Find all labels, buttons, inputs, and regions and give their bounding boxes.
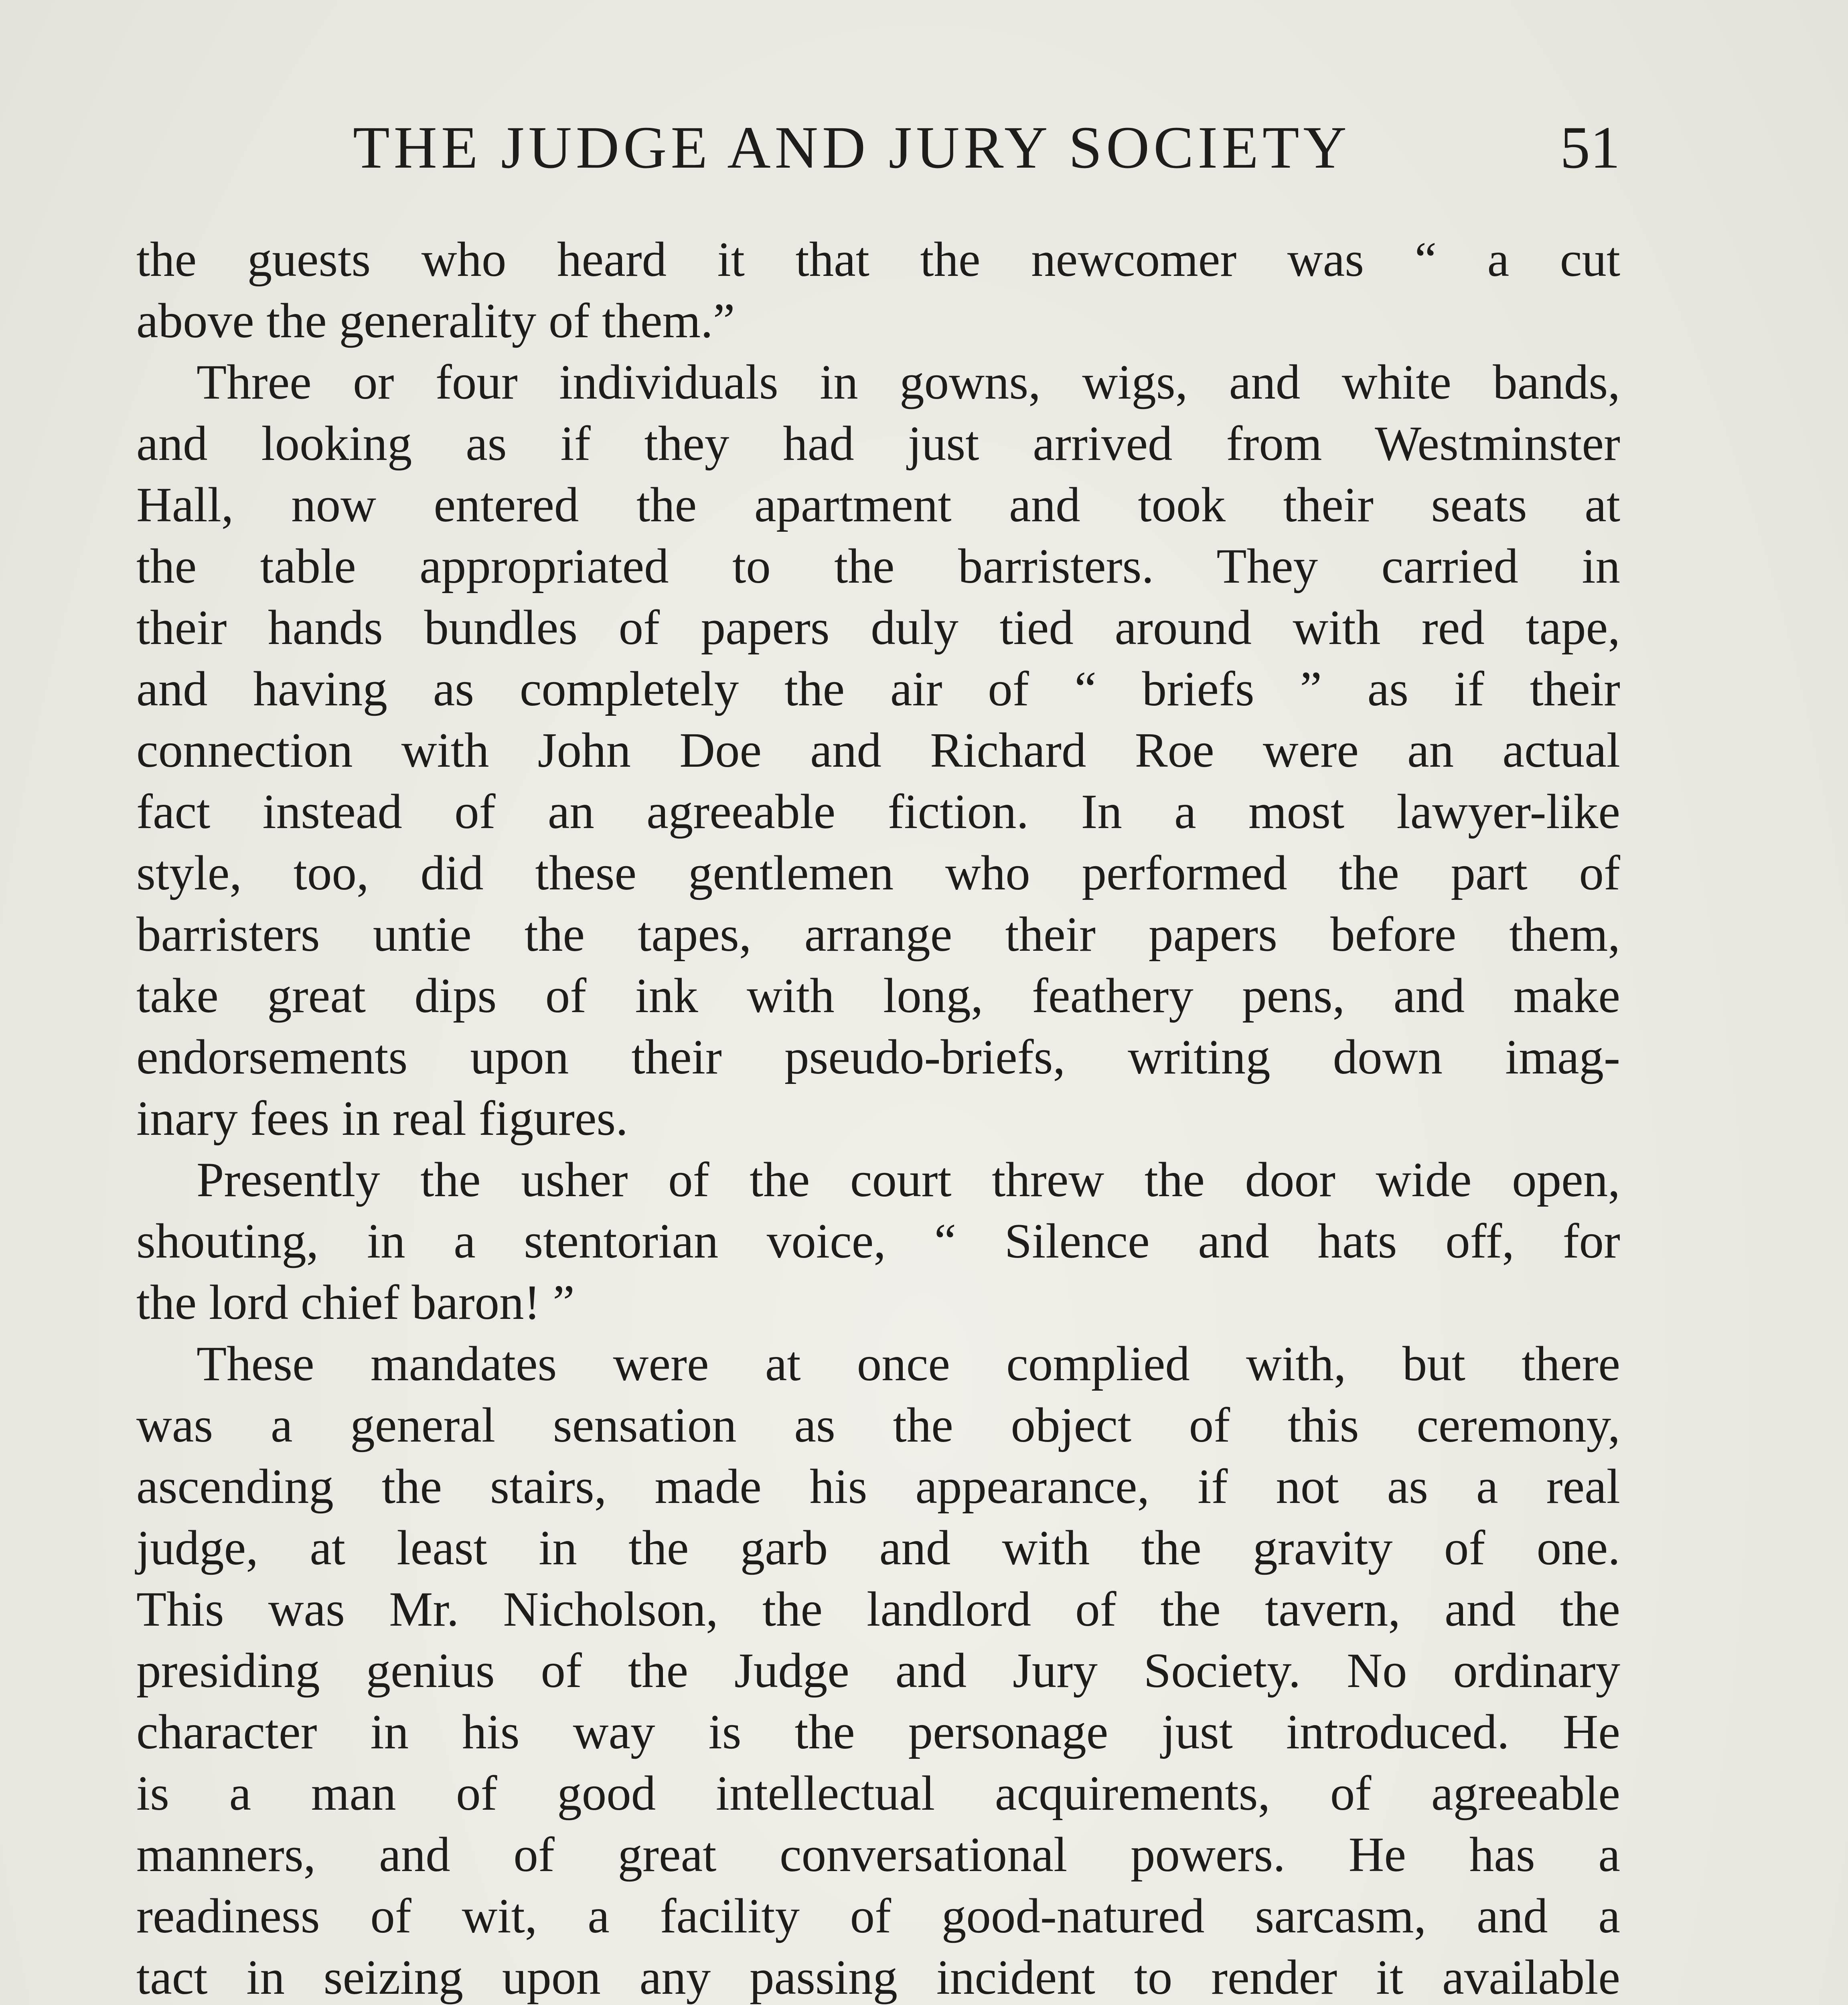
text-line: judge, at least in the garb and with the gravity of one. [136, 1520, 1620, 1575]
text-line: tact in seizing upon any passing incident to render it available [136, 1950, 1620, 2005]
text-line: shouting, in a stentorian voice, “ Silence and hats off, for [136, 1213, 1620, 1268]
text-line: Hall, now entered the apartment and took their seats at [136, 477, 1620, 532]
text-line: ascending the stairs, made his appearance, if not as a real [136, 1459, 1620, 1514]
text-line: take great dips of ink with long, feathery pens, and make [136, 968, 1620, 1023]
text-line: manners, and of great conversational powers. He has a [136, 1827, 1620, 1882]
body-text [136, 229, 1620, 2005]
text-line: This was Mr. Nicholson, the landlord of the tavern, and the [136, 1582, 1620, 1636]
text-line: the table appropriated to the barristers. They carried in [136, 539, 1620, 593]
text-line: style, too, did these gentlemen who performed the part of [136, 845, 1620, 900]
text-line: fact instead of an agreeable fiction. In a most lawyer-like [136, 784, 1620, 839]
text-line: connection with John Doe and Richard Roe were an actual [136, 723, 1620, 778]
text-line: the lord chief baron! ” [136, 1275, 575, 1330]
text-line: and looking as if they had just arrived from Westminster [136, 416, 1620, 471]
text-line: character in his way is the personage just introduced. He [136, 1704, 1620, 1759]
text-line: endorsements upon their pseudo-briefs, writing down imag- [136, 1029, 1620, 1084]
page-number: 51 [1560, 114, 1620, 181]
text-line: inary fees in real figures. [136, 1091, 628, 1146]
text-line: the guests who heard it that the newcomer was “ a cut [136, 232, 1620, 287]
text-line: These mandates were at once complied with, but there [197, 1336, 1620, 1391]
text-line: barristers untie the tapes, arrange their papers before them, [136, 907, 1620, 962]
text-line: is a man of good intellectual acquirements, of agreeable [136, 1766, 1620, 1821]
text-line: readiness of wit, a facility of good-natured sarcasm, and a [136, 1888, 1620, 1943]
running-title: THE JUDGE AND JURY SOCIETY [353, 114, 1351, 181]
text-line: their hands bundles of papers duly tied around with red tape, [136, 600, 1620, 655]
text-line: Presently the usher of the court threw the door wide open, [197, 1152, 1620, 1207]
text-line: Three or four individuals in gowns, wigs, and white bands, [197, 354, 1620, 409]
text-line: above the generality of them.” [136, 293, 735, 348]
text-line: and having as completely the air of “ briefs ” as if their [136, 661, 1620, 716]
text-line: was a general sensation as the object of this ceremony, [136, 1397, 1620, 1452]
page-header [136, 113, 1620, 193]
text-line: presiding genius of the Judge and Jury Society. No ordinary [136, 1643, 1620, 1698]
